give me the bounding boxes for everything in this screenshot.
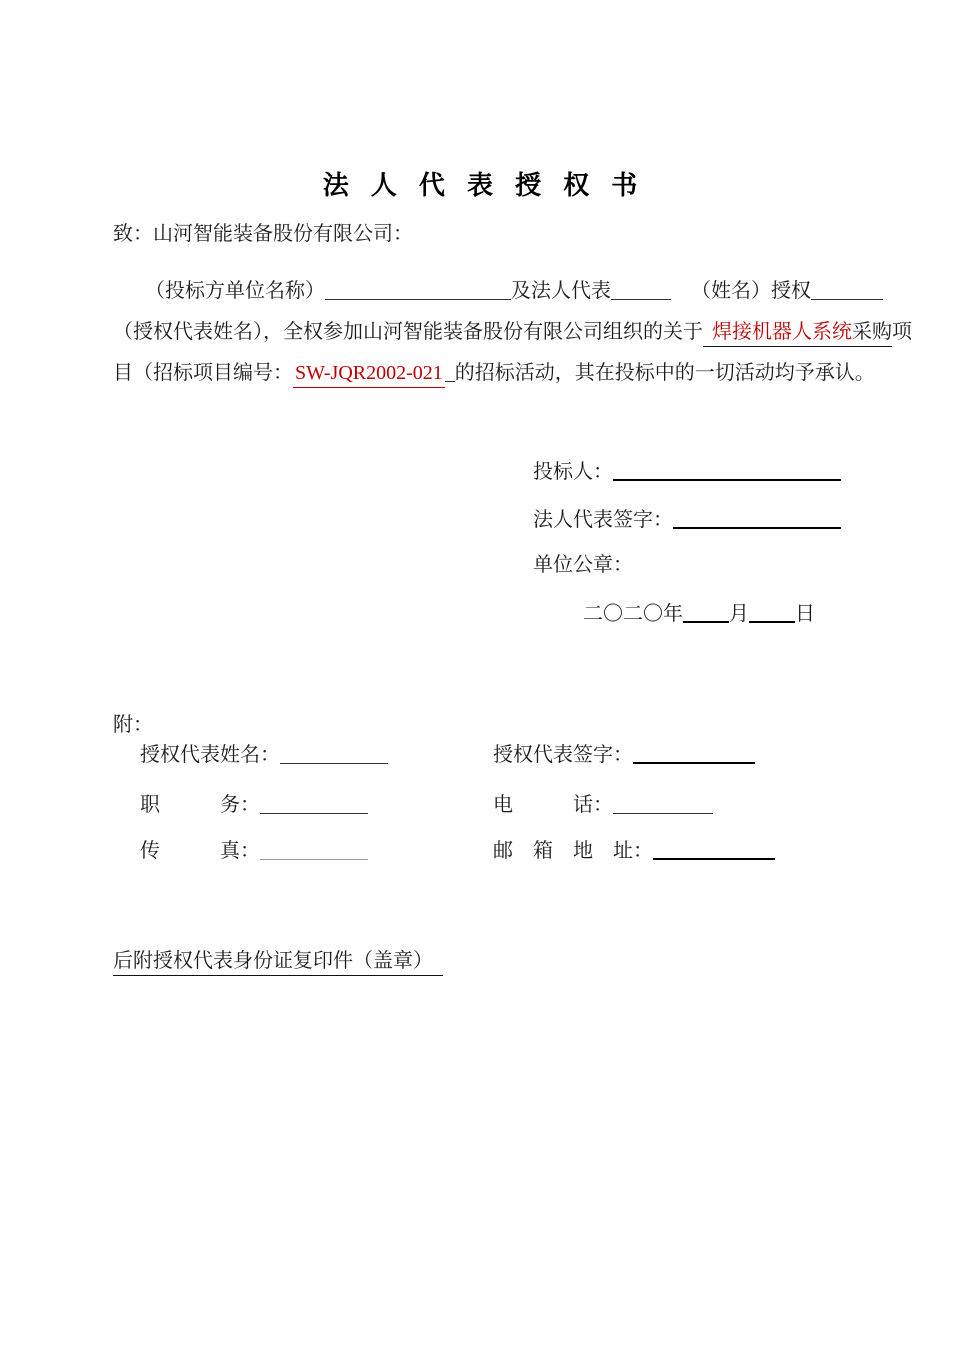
- project-name-highlight: 焊接机器人系统: [712, 321, 852, 343]
- bidder-label: 投标人：: [533, 461, 613, 483]
- company-seal-row: [533, 551, 633, 579]
- procurement-label: 采购: [852, 321, 892, 343]
- project-code-label: 目（招标项目编号：: [113, 362, 293, 384]
- authorized-rep-sign-blank: [633, 742, 755, 764]
- date-month-label: 月: [729, 603, 749, 625]
- fax-field: [140, 837, 368, 865]
- phone-label: 电 话：: [493, 794, 613, 816]
- authorized-rep-name-label: 授权代表姓名：: [140, 744, 280, 766]
- authorized-rep-sign-field: [493, 741, 755, 769]
- salutation-line: 致：山河智能装备股份有限公司：: [113, 223, 413, 245]
- document-title: 法人代表授权书: [322, 171, 660, 200]
- legal-rep-name-blank: [611, 279, 671, 300]
- company-seal-label: 单位公章：: [533, 554, 633, 576]
- date-row: [583, 600, 815, 628]
- date-day-blank: [749, 601, 795, 623]
- paragraph-closing-text: 的招标活动，其在投标中的一切活动均予承认。: [454, 362, 875, 384]
- authorized-rep-name-field: [140, 741, 388, 769]
- date-year-label: 二〇二〇年: [583, 603, 683, 625]
- position-blank: [260, 793, 368, 814]
- email-blank: [653, 838, 775, 860]
- date-day-label: 日: [795, 603, 815, 625]
- date-month-blank: [683, 601, 729, 623]
- email-label: 邮 箱 地 址：: [493, 840, 653, 862]
- legal-rep-signature-blank: [673, 507, 841, 529]
- authorize-label: （姓名）授权: [691, 280, 811, 302]
- paragraph-line-2: [113, 318, 912, 347]
- project-code-trailing-blank: [445, 361, 455, 382]
- authorized-person-blank: [811, 279, 883, 300]
- phone-field: [493, 791, 713, 819]
- authorized-rep-name-blank: [280, 743, 388, 764]
- bidder-company-blank: [325, 279, 511, 300]
- footer-note: 后附授权代表身份证复印件（盖章）: [113, 947, 443, 976]
- email-field: [493, 837, 775, 865]
- position-field: [140, 791, 368, 819]
- phone-blank: [613, 793, 713, 814]
- position-label: 职 务：: [140, 794, 260, 816]
- bidder-signature-row: [533, 458, 841, 486]
- fax-blank: [260, 839, 368, 860]
- paragraph-line-1: [113, 277, 883, 305]
- footer-note-row: [113, 947, 443, 976]
- fax-label: 传 真：: [140, 840, 260, 862]
- bidder-signature-blank: [613, 459, 841, 481]
- paragraph-line-3: [113, 359, 875, 388]
- project-code: SW-JQR2002-021: [293, 359, 445, 388]
- legal-rep-signature-row: [533, 506, 841, 534]
- paragraph-text-tail: 项: [892, 321, 912, 343]
- project-name-underline: [703, 318, 892, 347]
- legal-rep-sign-label: 法人代表签字：: [533, 509, 673, 531]
- legal-rep-label: 及法人代表: [511, 280, 611, 302]
- authorized-rep-sign-label: 授权代表签字：: [493, 744, 633, 766]
- bidder-company-label: （投标方单位名称）: [145, 280, 325, 302]
- attachment-heading: 附：: [113, 714, 153, 736]
- paragraph-text: （授权代表姓名），全权参加山河智能装备股份有限公司组织的关于: [113, 321, 703, 343]
